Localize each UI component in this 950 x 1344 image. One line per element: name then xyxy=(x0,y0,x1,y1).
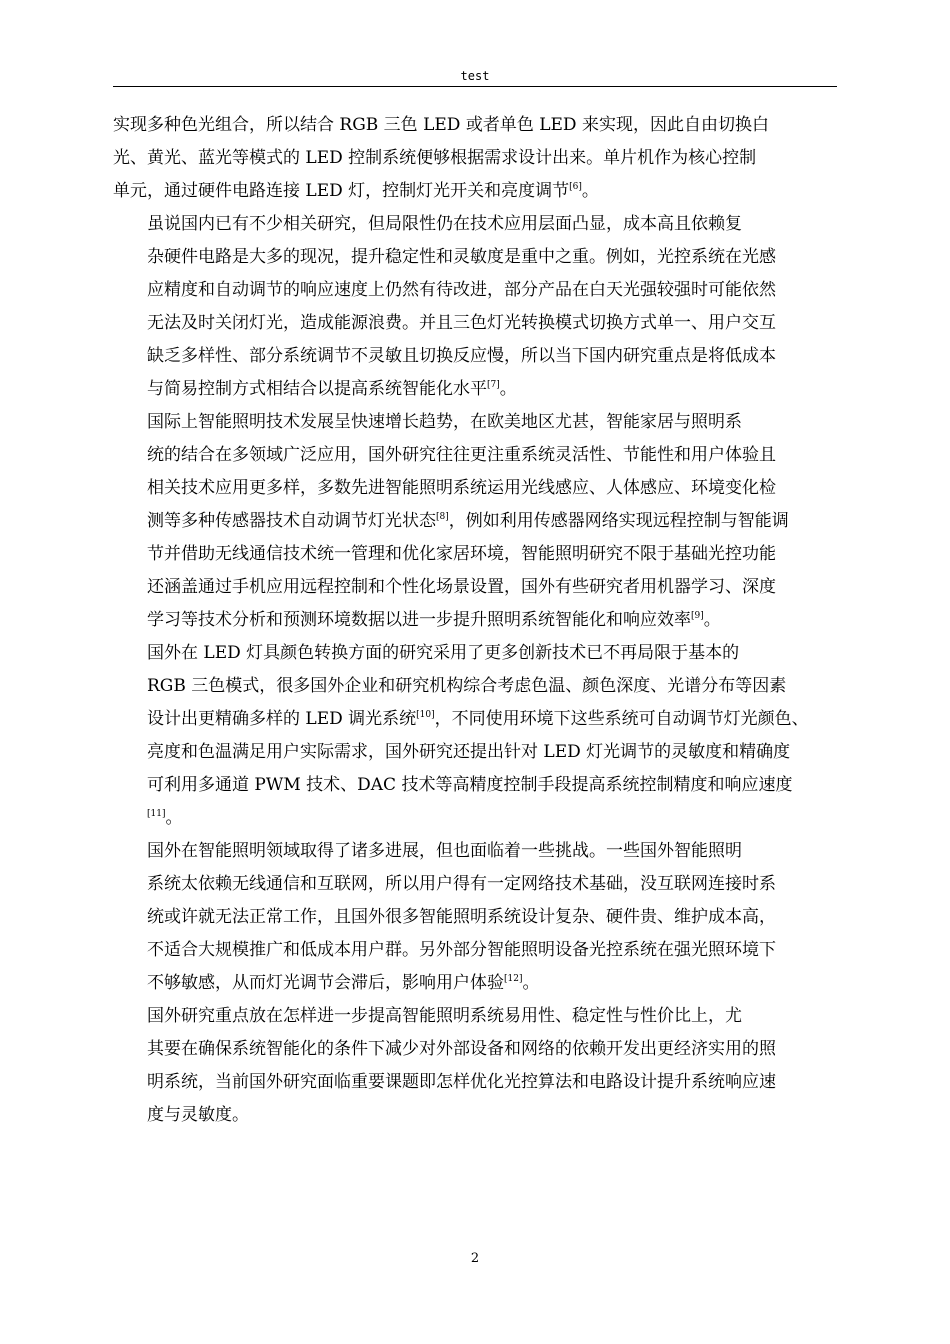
text-run: 其要在确保系统智能化的条件下减少对外部设备和网络的依赖开发出更经济实用的照 xyxy=(147,1039,776,1059)
paragraph xyxy=(113,835,837,1000)
text-line xyxy=(113,1033,837,1066)
text-run: RGB 三色模式，很多国外企业和研究机构综合考虑色温、颜色深度、光谱分布等因素 xyxy=(147,676,787,696)
text-line xyxy=(113,868,837,901)
text-run: 单元，通过硬件电路连接 LED 灯，控制灯光开关和亮度调节 xyxy=(113,181,570,201)
text-line xyxy=(113,670,837,703)
citation-superscript: [7] xyxy=(487,380,500,390)
text-run: 相关技术应用更多样，多数先进智能照明系统运用光线感应、人体感应、环境变化检 xyxy=(147,478,776,498)
text-run: ，例如利用传感器网络实现远程控制与智能调 xyxy=(448,511,789,531)
citation-superscript: [6] xyxy=(569,182,582,192)
text-run: 应精度和自动调节的响应速度上仍然有待改进，部分产品在白天光强较强时可能依然 xyxy=(147,280,776,300)
text-run: 可利用多通道 PWM 技术、DAC 技术等高精度控制手段提高系统控制精度和响应速度 xyxy=(147,775,793,795)
text-line xyxy=(113,835,837,868)
paragraph xyxy=(113,208,837,406)
text-run: 国外在智能照明领域取得了诸多进展，但也面临着一些挑战。一些国外智能照明 xyxy=(147,841,742,861)
text-line xyxy=(113,340,837,373)
text-line xyxy=(113,637,837,670)
text-run: 亮度和色温满足用户实际需求，国外研究还提出针对 LED 灯光调节的灵敏度和精确度 xyxy=(147,742,791,762)
citation-superscript: [10] xyxy=(416,710,435,720)
text-line xyxy=(113,802,837,835)
text-run: 统的结合在多领域广泛应用，国外研究往往更注重系统灵活性、节能性和用户体验且 xyxy=(147,445,776,465)
page-number: 2 xyxy=(470,1251,480,1266)
text-line xyxy=(113,109,837,142)
text-line xyxy=(113,142,837,175)
text-run: 无法及时关闭灯光，造成能源浪费。并且三色灯光转换模式切换方式单一、用户交互 xyxy=(147,313,776,333)
text-run: 度与灵敏度。 xyxy=(147,1105,249,1125)
paragraph xyxy=(113,1000,837,1132)
document-body xyxy=(113,109,837,1132)
text-line xyxy=(113,703,837,736)
text-run: 测等多种传感器技术自动调节灯光状态 xyxy=(147,511,436,531)
paragraph xyxy=(113,109,837,208)
text-run: 。 xyxy=(165,808,183,828)
text-run: 不适合大规模推广和低成本用户群。另外部分智能照明设备光控系统在强光照环境下 xyxy=(147,940,776,960)
text-line xyxy=(113,505,837,538)
page-header: test xyxy=(460,69,490,83)
text-line xyxy=(113,604,837,637)
citation-superscript: [9] xyxy=(691,611,704,621)
text-run: 。 xyxy=(499,379,517,399)
paragraph xyxy=(113,637,837,835)
text-line xyxy=(113,769,837,802)
text-run: 杂硬件电路是大多的现况，提升稳定性和灵敏度是重中之重。例如，光控系统在光感 xyxy=(147,247,776,267)
text-line xyxy=(113,967,837,1000)
text-line xyxy=(113,274,837,307)
text-run: 实现多种色光组合，所以结合 RGB 三色 LED 或者单色 LED 来实现，因此自由切换白 xyxy=(113,115,769,135)
text-line xyxy=(113,307,837,340)
paragraph xyxy=(113,406,837,637)
text-line xyxy=(113,241,837,274)
header-divider xyxy=(113,86,837,87)
text-run: 国外研究重点放在怎样进一步提高智能照明系统易用性、稳定性与性价比上，尤 xyxy=(147,1006,742,1026)
text-line xyxy=(113,901,837,934)
citation-superscript: [11] xyxy=(147,809,166,819)
text-line xyxy=(113,439,837,472)
text-run: 。 xyxy=(522,973,540,993)
text-line xyxy=(113,373,837,406)
text-line xyxy=(113,571,837,604)
text-run: 明系统，当前国外研究面临重要课题即怎样优化光控算法和电路设计提升系统响应速 xyxy=(147,1072,776,1092)
text-line xyxy=(113,406,837,439)
text-run: 光、黄光、蓝光等模式的 LED 控制系统便够根据需求设计出来。单片机作为核心控制 xyxy=(113,148,757,168)
text-run: 设计出更精确多样的 LED 调光系统 xyxy=(147,709,417,729)
text-run: 还涵盖通过手机应用远程控制和个性化场景设置，国外有些研究者用机器学习、深度 xyxy=(147,577,776,597)
text-run: 虽说国内已有不少相关研究，但局限性仍在技术应用层面凸显，成本高且依赖复 xyxy=(147,214,742,234)
text-run: 缺乏多样性、部分系统调节不灵敏且切换反应慢，所以当下国内研究重点是将低成本 xyxy=(147,346,776,366)
text-line xyxy=(113,472,837,505)
text-line xyxy=(113,934,837,967)
citation-superscript: [8] xyxy=(436,512,449,522)
text-run: 节并借助无线通信技术统一管理和优化家居环境，智能照明研究不限于基础光控功能 xyxy=(147,544,776,564)
text-run: 系统太依赖无线通信和互联网，所以用户得有一定网络技术基础，没互联网连接时系 xyxy=(147,874,776,894)
text-run: 统或许就无法正常工作，且国外很多智能照明系统设计复杂、硬件贵、维护成本高， xyxy=(147,907,776,927)
text-run: 。 xyxy=(581,181,599,201)
text-line xyxy=(113,538,837,571)
text-line xyxy=(113,1066,837,1099)
text-run: 国际上智能照明技术发展呈快速增长趋势，在欧美地区尤甚，智能家居与照明系 xyxy=(147,412,742,432)
text-run: ，不同使用环境下这些系统可自动调节灯光颜色、 xyxy=(434,709,809,729)
text-line xyxy=(113,1000,837,1033)
text-run: 国外在 LED 灯具颜色转换方面的研究采用了更多创新技术已不再局限于基本的 xyxy=(147,643,740,663)
text-line xyxy=(113,208,837,241)
text-line xyxy=(113,736,837,769)
text-run: 学习等技术分析和预测环境数据以进一步提升照明系统智能化和响应效率 xyxy=(147,610,691,630)
text-run: 。 xyxy=(703,610,721,630)
citation-superscript: [12] xyxy=(504,974,523,984)
text-run: 与简易控制方式相结合以提高系统智能化水平 xyxy=(147,379,487,399)
text-line xyxy=(113,175,837,208)
text-run: 不够敏感，从而灯光调节会滞后，影响用户体验 xyxy=(147,973,504,993)
text-line xyxy=(113,1099,837,1132)
